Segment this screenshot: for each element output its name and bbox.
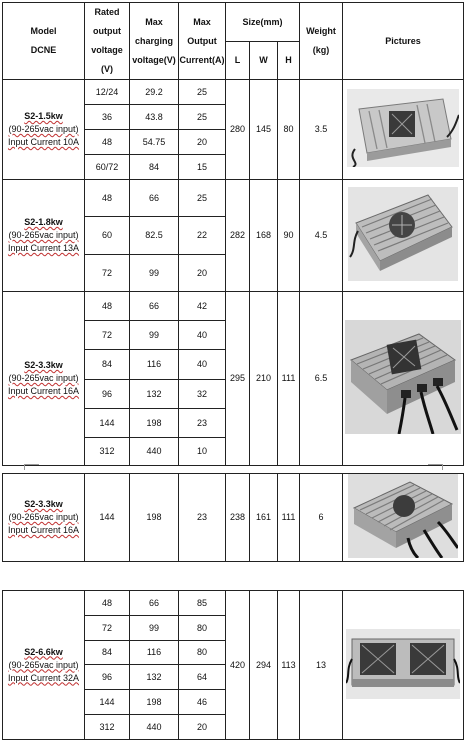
rated-voltage: 96 bbox=[85, 665, 130, 690]
rated-voltage: 60 bbox=[85, 217, 130, 255]
rated-voltage: 72 bbox=[85, 321, 130, 350]
model-cell: S2-1.5kw (90-265vac input) Input Current 10A bbox=[3, 80, 85, 180]
charging-voltage: 43.8 bbox=[130, 105, 179, 130]
output-current: 20 bbox=[179, 130, 226, 155]
output-current: 80 bbox=[179, 641, 226, 665]
size-l: 420 bbox=[226, 591, 250, 740]
output-current: 80 bbox=[179, 616, 226, 641]
output-current: 46 bbox=[179, 690, 226, 715]
rated-voltage: 72 bbox=[85, 255, 130, 292]
size-w: 210 bbox=[250, 292, 278, 466]
charging-voltage: 84 bbox=[130, 155, 179, 180]
output-current: 40 bbox=[179, 350, 226, 380]
size-h: 80 bbox=[278, 80, 300, 180]
weight: 6 bbox=[300, 474, 343, 562]
output-current: 23 bbox=[179, 474, 226, 562]
output-current: 20 bbox=[179, 255, 226, 292]
charger-photo bbox=[348, 474, 458, 558]
charger-photo bbox=[346, 629, 460, 699]
header-max-charging-voltage: Max charging voltage(V) bbox=[130, 3, 179, 80]
charger-photo bbox=[347, 89, 459, 167]
charging-voltage: 440 bbox=[130, 438, 179, 466]
rated-voltage: 312 bbox=[85, 715, 130, 740]
header-size-l: L bbox=[226, 41, 250, 80]
size-w: 168 bbox=[250, 180, 278, 292]
size-l: 295 bbox=[226, 292, 250, 466]
rated-voltage: 144 bbox=[85, 474, 130, 562]
spec-table-main bbox=[2, 2, 464, 466]
rated-voltage: 144 bbox=[85, 690, 130, 715]
charging-voltage: 116 bbox=[130, 641, 179, 665]
page-corner-mark bbox=[24, 464, 39, 470]
table-row bbox=[3, 591, 464, 616]
output-current: 22 bbox=[179, 217, 226, 255]
size-w: 161 bbox=[250, 474, 278, 562]
model-cell: S2-3.3kw (90-265vac input) Input Current 16A bbox=[3, 474, 85, 562]
size-w: 294 bbox=[250, 591, 278, 740]
charging-voltage: 29.2 bbox=[130, 80, 179, 105]
charging-voltage: 82.5 bbox=[130, 217, 179, 255]
page-corner-mark bbox=[428, 464, 443, 470]
size-l: 282 bbox=[226, 180, 250, 292]
weight: 4.5 bbox=[300, 180, 343, 292]
output-current: 25 bbox=[179, 80, 226, 105]
product-photo-s2-6-6kw bbox=[343, 591, 464, 740]
charging-voltage: 116 bbox=[130, 350, 179, 380]
weight: 6.5 bbox=[300, 292, 343, 466]
rated-voltage: 48 bbox=[85, 591, 130, 616]
weight: 3.5 bbox=[300, 80, 343, 180]
charging-voltage: 132 bbox=[130, 380, 179, 409]
size-h: 90 bbox=[278, 180, 300, 292]
charger-photo bbox=[348, 187, 458, 281]
output-current: 10 bbox=[179, 438, 226, 466]
charging-voltage: 198 bbox=[130, 409, 179, 438]
product-photo-s2-3-3kw bbox=[343, 292, 464, 466]
rated-voltage: 60/72 bbox=[85, 155, 130, 180]
charging-voltage: 440 bbox=[130, 715, 179, 740]
size-w: 145 bbox=[250, 80, 278, 180]
rated-voltage: 144 bbox=[85, 409, 130, 438]
charger-photo bbox=[345, 320, 461, 434]
charging-voltage: 99 bbox=[130, 616, 179, 641]
size-l: 238 bbox=[226, 474, 250, 562]
header-max-output-current: Max Output Current(A) bbox=[179, 3, 226, 80]
output-current: 42 bbox=[179, 292, 226, 321]
output-current: 23 bbox=[179, 409, 226, 438]
weight: 13 bbox=[300, 591, 343, 740]
charging-voltage: 198 bbox=[130, 690, 179, 715]
model-cell: S2-3.3kw (90-265vac input) Input Current 16A bbox=[3, 292, 85, 466]
rated-voltage: 48 bbox=[85, 130, 130, 155]
charging-voltage: 54.75 bbox=[130, 130, 179, 155]
product-photo-s2-3-3kw-compact bbox=[343, 474, 464, 562]
charging-voltage: 66 bbox=[130, 591, 179, 616]
rated-voltage: 48 bbox=[85, 180, 130, 217]
product-photo-s2-1-8kw bbox=[343, 180, 464, 292]
rated-voltage: 36 bbox=[85, 105, 130, 130]
table-row bbox=[3, 474, 464, 562]
rated-voltage: 312 bbox=[85, 438, 130, 466]
output-current: 64 bbox=[179, 665, 226, 690]
table-row bbox=[3, 180, 464, 217]
output-current: 85 bbox=[179, 591, 226, 616]
rated-voltage: 84 bbox=[85, 641, 130, 665]
rated-voltage: 12/24 bbox=[85, 80, 130, 105]
charging-voltage: 132 bbox=[130, 665, 179, 690]
table-row bbox=[3, 80, 464, 105]
charging-voltage: 198 bbox=[130, 474, 179, 562]
size-h: 113 bbox=[278, 591, 300, 740]
header-size: Size(mm) bbox=[226, 3, 300, 42]
model-cell: S2-6.6kw (90-265vac input) Input Current 32A bbox=[3, 591, 85, 740]
header-size-h: H bbox=[278, 41, 300, 80]
charging-voltage: 99 bbox=[130, 321, 179, 350]
charging-voltage: 66 bbox=[130, 292, 179, 321]
output-current: 32 bbox=[179, 380, 226, 409]
output-current: 25 bbox=[179, 105, 226, 130]
header-rated-output-voltage: Rated output voltage (V) bbox=[85, 3, 130, 80]
model-cell: S2-1.8kw (90-265vac input) Input Current 13A bbox=[3, 180, 85, 292]
output-current: 40 bbox=[179, 321, 226, 350]
size-h: 111 bbox=[278, 292, 300, 466]
header-model: Model DCNE bbox=[3, 3, 85, 80]
rated-voltage: 72 bbox=[85, 616, 130, 641]
size-h: 111 bbox=[278, 474, 300, 562]
product-photo-s2-1-5kw bbox=[343, 80, 464, 180]
spec-table-s2-3-3kw-compact bbox=[2, 473, 464, 562]
header-pictures: Pictures bbox=[343, 3, 464, 80]
output-current: 25 bbox=[179, 180, 226, 217]
rated-voltage: 48 bbox=[85, 292, 130, 321]
output-current: 15 bbox=[179, 155, 226, 180]
header-weight: Weight (kg) bbox=[300, 3, 343, 80]
size-l: 280 bbox=[226, 80, 250, 180]
rated-voltage: 84 bbox=[85, 350, 130, 380]
rated-voltage: 96 bbox=[85, 380, 130, 409]
output-current: 20 bbox=[179, 715, 226, 740]
table-row bbox=[3, 292, 464, 321]
header-size-w: W bbox=[250, 41, 278, 80]
spec-table-s2-6-6kw bbox=[2, 590, 464, 740]
charging-voltage: 66 bbox=[130, 180, 179, 217]
charging-voltage: 99 bbox=[130, 255, 179, 292]
